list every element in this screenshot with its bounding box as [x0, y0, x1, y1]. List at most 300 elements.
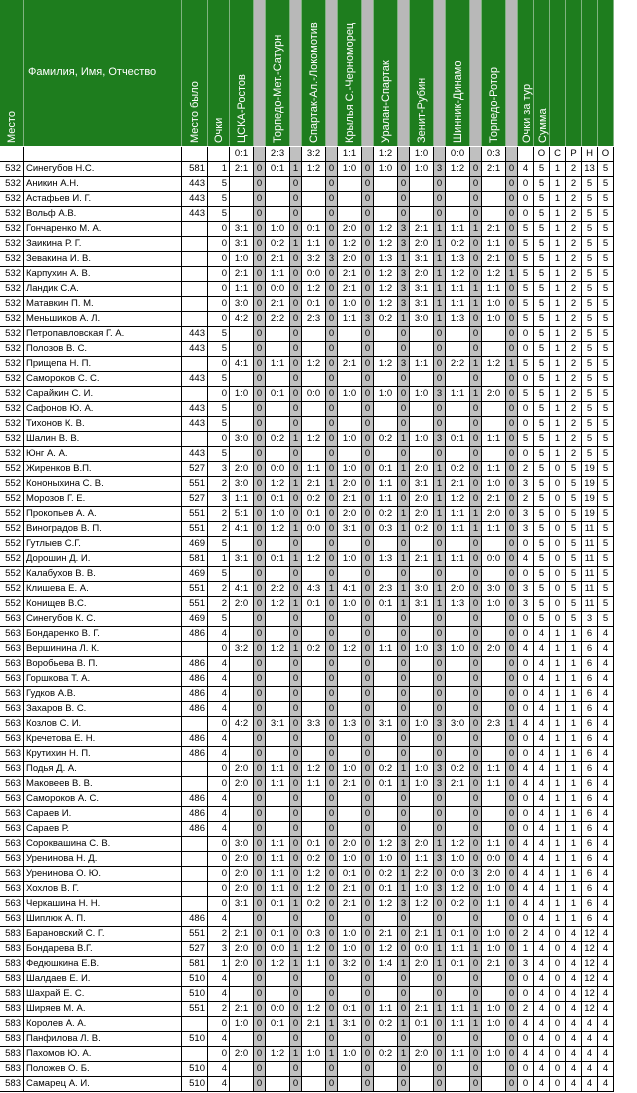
prediction-cell — [374, 747, 398, 762]
summary-cell: 5 — [582, 207, 598, 222]
prediction-cell: 1:2 — [266, 642, 290, 657]
prediction-cell — [374, 687, 398, 702]
summary-cell: 1 — [550, 402, 566, 417]
prediction-cell: 1:1 — [446, 942, 470, 957]
summary-cell: 4 — [598, 792, 614, 807]
summary-cell: 1 — [550, 672, 566, 687]
prediction-points-cell: 0 — [362, 237, 374, 252]
prediction-cell — [302, 1062, 326, 1077]
prediction-cell: 4:2 — [230, 312, 254, 327]
tour-points-cell: 5 — [518, 297, 534, 312]
prediction-cell — [410, 807, 434, 822]
prediction-cell — [302, 822, 326, 837]
place-cell: 532 — [0, 267, 24, 282]
name-cell: Ширяев М. А. — [24, 1002, 182, 1017]
prediction-cell: 2:1 — [338, 882, 362, 897]
summary-cell: 1 — [566, 867, 582, 882]
prediction-points-cell: 0 — [326, 852, 338, 867]
summary-cell: 5 — [534, 402, 550, 417]
tour-points-cell: 0 — [518, 822, 534, 837]
prediction-cell — [302, 447, 326, 462]
tour-points-cell: 5 — [518, 312, 534, 327]
prediction-cell — [338, 627, 362, 642]
prev-place-cell: 581 — [182, 957, 208, 972]
prediction-points-cell: 0 — [362, 357, 374, 372]
prediction-cell — [302, 732, 326, 747]
prediction-cell: 1:0 — [338, 852, 362, 867]
prediction-points-cell: 0 — [506, 672, 518, 687]
prediction-points-cell: 0 — [326, 1032, 338, 1047]
summary-cell: 5 — [534, 267, 550, 282]
prediction-points-cell: 0 — [326, 927, 338, 942]
prediction-cell — [482, 672, 506, 687]
prediction-points-cell: 0 — [326, 972, 338, 987]
prediction-points-cell: 0 — [290, 777, 302, 792]
prediction-points-cell: 0 — [506, 282, 518, 297]
place-cell: 563 — [0, 702, 24, 717]
place-cell: 563 — [0, 612, 24, 627]
summary-cell: 0 — [550, 1002, 566, 1017]
summary-cell: 0 — [550, 567, 566, 582]
summary-cell: 0 — [550, 597, 566, 612]
prediction-cell: 1:2 — [338, 642, 362, 657]
prediction-points-cell: 0 — [506, 597, 518, 612]
prev-place-cell: 510 — [182, 1077, 208, 1092]
prediction-points-cell: 0 — [398, 402, 410, 417]
prediction-points-cell: 0 — [506, 657, 518, 672]
prediction-points-cell: 0 — [326, 597, 338, 612]
prediction-points-cell: 0 — [254, 822, 266, 837]
summary-cell: 1 — [550, 417, 566, 432]
prediction-cell: 0:1 — [302, 297, 326, 312]
prediction-cell: 0:2 — [374, 1017, 398, 1032]
prediction-points-cell: 1 — [398, 1047, 410, 1062]
prediction-cell — [338, 402, 362, 417]
prediction-cell — [266, 372, 290, 387]
prediction-points-cell: 0 — [254, 162, 266, 177]
summary-cell: 4 — [598, 867, 614, 882]
prediction-points-cell: 0 — [254, 1032, 266, 1047]
summary-cell: 1 — [550, 357, 566, 372]
points-cell: 4 — [208, 972, 230, 987]
prediction-cell — [482, 792, 506, 807]
prev-place-cell — [182, 897, 208, 912]
summary-cell: 0 — [550, 972, 566, 987]
prediction-points-cell: 0 — [398, 492, 410, 507]
summary-cell: 1 — [550, 267, 566, 282]
name-cell: Захаров В. С. — [24, 702, 182, 717]
prediction-cell: 3:1 — [230, 237, 254, 252]
prediction-cell: 1:2 — [266, 957, 290, 972]
prediction-points-cell: 0 — [254, 687, 266, 702]
prev-place-cell — [182, 762, 208, 777]
summary-cell: 6 — [582, 717, 598, 732]
name-cell: Бондаренко В. Г. — [24, 627, 182, 642]
summary-cell: 1 — [550, 372, 566, 387]
points-cell: 3 — [208, 492, 230, 507]
prediction-points-cell: 0 — [506, 897, 518, 912]
summary-cell: 4 — [598, 1032, 614, 1047]
prediction-cell: 2:0 — [338, 837, 362, 852]
summary-cell: 5 — [598, 387, 614, 402]
prediction-points-cell: 0 — [506, 432, 518, 447]
prediction-cell: 1:1 — [302, 237, 326, 252]
summary-cell: 6 — [582, 852, 598, 867]
prediction-points-cell: 0 — [326, 702, 338, 717]
prediction-cell: 4:3 — [302, 582, 326, 597]
prediction-cell: 1:0 — [482, 1047, 506, 1062]
name-cell: Виноградов В. П. — [24, 522, 182, 537]
prediction-cell — [446, 1077, 470, 1092]
table-row — [0, 447, 637, 462]
prediction-cell: 0:1 — [410, 1017, 434, 1032]
prediction-points-cell: 0 — [254, 642, 266, 657]
tour-points-cell: 5 — [518, 222, 534, 237]
table-row — [0, 1077, 637, 1092]
points-cell: 4 — [208, 987, 230, 1002]
prediction-cell — [338, 792, 362, 807]
prediction-points-cell: 0 — [362, 1002, 374, 1017]
prediction-cell — [302, 192, 326, 207]
prediction-cell: 1:3 — [446, 597, 470, 612]
place-cell: 532 — [0, 282, 24, 297]
summary-cell: 5 — [598, 477, 614, 492]
prediction-points-cell: 1 — [434, 942, 446, 957]
name-cell: Прокопьев А. А. — [24, 507, 182, 522]
prediction-cell — [230, 1077, 254, 1092]
prediction-cell — [302, 627, 326, 642]
prediction-cell — [230, 207, 254, 222]
points-cell: 0 — [208, 432, 230, 447]
prediction-cell — [374, 672, 398, 687]
prediction-points-cell: 0 — [506, 1032, 518, 1047]
prediction-cell: 2:0 — [410, 507, 434, 522]
prediction-points-cell: 0 — [506, 687, 518, 702]
prediction-points-cell: 0 — [290, 612, 302, 627]
prediction-points-cell: 0 — [470, 837, 482, 852]
prediction-cell — [266, 627, 290, 642]
prediction-cell — [266, 912, 290, 927]
prediction-cell: 1:1 — [230, 492, 254, 507]
tour-points-cell: 0 — [518, 372, 534, 387]
prediction-cell — [482, 627, 506, 642]
prediction-cell — [266, 417, 290, 432]
points-cell: 0 — [208, 1017, 230, 1032]
name-cell: Астафьев И. Г. — [24, 192, 182, 207]
prediction-cell: 1:2 — [302, 867, 326, 882]
place-cell: 563 — [0, 732, 24, 747]
summary-cell: 5 — [566, 477, 582, 492]
table-row — [0, 192, 637, 207]
prediction-points-cell: 0 — [398, 327, 410, 342]
prediction-points-cell: 0 — [254, 852, 266, 867]
prev-place-cell: 581 — [182, 552, 208, 567]
points-cell: 5 — [208, 402, 230, 417]
prediction-cell — [266, 657, 290, 672]
summary-cell: 4 — [534, 987, 550, 1002]
prev-place-cell: 443 — [182, 177, 208, 192]
prediction-points-cell: 0 — [362, 912, 374, 927]
prediction-points-cell: 0 — [326, 372, 338, 387]
prediction-points-cell: 0 — [326, 1077, 338, 1092]
prediction-cell: 2:1 — [230, 927, 254, 942]
prev-place-cell: 581 — [182, 162, 208, 177]
prediction-cell: 1:0 — [266, 222, 290, 237]
prediction-cell — [410, 327, 434, 342]
prediction-cell: 1:2 — [302, 882, 326, 897]
summary-cell: 4 — [534, 762, 550, 777]
points-cell: 4 — [208, 1062, 230, 1077]
prediction-points-cell: 0 — [434, 342, 446, 357]
prediction-points-cell: 0 — [362, 792, 374, 807]
prediction-cell: 2:0 — [230, 597, 254, 612]
prev-place-cell: 443 — [182, 327, 208, 342]
prediction-points-cell: 0 — [362, 987, 374, 1002]
points-cell: 0 — [208, 267, 230, 282]
prediction-points-cell: 1 — [470, 942, 482, 957]
name-cell: Сороквашина С. В. — [24, 837, 182, 852]
prediction-cell — [302, 402, 326, 417]
prediction-cell — [374, 192, 398, 207]
prediction-cell: 1:3 — [338, 717, 362, 732]
summary-cell: 4 — [598, 927, 614, 942]
match-result: 2:3 — [266, 147, 290, 162]
prediction-cell: 1:0 — [230, 387, 254, 402]
prev-place-cell: 510 — [182, 987, 208, 1002]
prediction-cell — [410, 687, 434, 702]
prediction-cell: 0:2 — [374, 312, 398, 327]
prediction-cell — [446, 1062, 470, 1077]
table-cell — [24, 147, 182, 162]
points-cell: 0 — [208, 837, 230, 852]
prediction-cell: 1:1 — [482, 462, 506, 477]
prediction-points-cell: 0 — [290, 1032, 302, 1047]
prediction-cell — [374, 912, 398, 927]
summary-cell: 4 — [534, 972, 550, 987]
prediction-points-cell: 0 — [254, 192, 266, 207]
prediction-cell: 0:2 — [266, 237, 290, 252]
prediction-points-cell: 0 — [326, 327, 338, 342]
prediction-points-cell: 0 — [254, 897, 266, 912]
prediction-points-cell: 0 — [470, 792, 482, 807]
place-cell: 583 — [0, 957, 24, 972]
prediction-cell: 2:0 — [410, 492, 434, 507]
prediction-points-cell: 0 — [362, 1062, 374, 1077]
summary-cell: 6 — [582, 792, 598, 807]
prediction-cell — [230, 672, 254, 687]
match-result: 1:0 — [410, 147, 434, 162]
prediction-points-cell: 1 — [326, 1017, 338, 1032]
table-row — [0, 582, 637, 597]
table-row — [0, 867, 637, 882]
header-name: Фамилия, Имя, Отчество — [28, 66, 157, 78]
prediction-cell: 0:2 — [446, 237, 470, 252]
prediction-points-cell: 1 — [398, 957, 410, 972]
prediction-points-cell: 0 — [290, 192, 302, 207]
prediction-cell: 1:1 — [410, 852, 434, 867]
prediction-points-cell: 0 — [326, 822, 338, 837]
prediction-points-cell: 1 — [506, 717, 518, 732]
header-gray-sep-8 — [506, 0, 518, 146]
summary-cell: 19 — [582, 477, 598, 492]
summary-cell: 2 — [566, 447, 582, 462]
prediction-cell: 1:0 — [410, 882, 434, 897]
table-row — [0, 507, 637, 522]
prediction-cell: 1:0 — [338, 762, 362, 777]
table-row — [0, 762, 637, 777]
prediction-cell: 2:0 — [230, 462, 254, 477]
summary-cell: 5 — [534, 162, 550, 177]
prediction-points-cell: 0 — [254, 597, 266, 612]
prediction-points-cell: 0 — [326, 882, 338, 897]
prediction-points-cell: 1 — [290, 477, 302, 492]
summary-cell: 5 — [534, 357, 550, 372]
tour-points-cell: 5 — [518, 252, 534, 267]
prediction-cell — [266, 192, 290, 207]
table-row — [0, 462, 637, 477]
summary-cell: 1 — [550, 702, 566, 717]
summary-cell: 5 — [534, 567, 550, 582]
summary-cell: 5 — [534, 372, 550, 387]
summary-cell: 5 — [566, 567, 582, 582]
summary-cell: 1 — [550, 447, 566, 462]
summary-cell: 5 — [534, 192, 550, 207]
summary-cell: 1 — [566, 852, 582, 867]
prediction-points-cell: 1 — [398, 1017, 410, 1032]
prediction-cell — [482, 972, 506, 987]
summary-cell: 0 — [550, 612, 566, 627]
summary-cell: 2 — [566, 207, 582, 222]
header-cell-match-5: Уралан-Спартак — [374, 0, 398, 146]
prediction-points-cell: 0 — [254, 927, 266, 942]
prediction-points-cell: 0 — [290, 747, 302, 762]
points-cell: 2 — [208, 597, 230, 612]
prediction-points-cell: 0 — [254, 522, 266, 537]
prediction-points-cell: 0 — [398, 807, 410, 822]
prediction-cell: 0:0 — [446, 867, 470, 882]
prediction-points-cell: 0 — [434, 657, 446, 672]
prediction-points-cell: 0 — [254, 507, 266, 522]
prediction-points-cell: 0 — [506, 477, 518, 492]
prediction-cell — [266, 1032, 290, 1047]
summary-cell: 6 — [582, 912, 598, 927]
prediction-cell — [266, 567, 290, 582]
place-cell: 552 — [0, 477, 24, 492]
prediction-cell — [410, 537, 434, 552]
prediction-points-cell: 0 — [254, 537, 266, 552]
prediction-cell — [482, 657, 506, 672]
prediction-cell: 2:1 — [230, 267, 254, 282]
prediction-points-cell: 0 — [470, 912, 482, 927]
prediction-cell: 0:2 — [302, 897, 326, 912]
summary-cell: 4 — [598, 1017, 614, 1032]
summary-header: О — [534, 147, 550, 162]
place-cell: 563 — [0, 642, 24, 657]
summary-cell: 4 — [534, 642, 550, 657]
summary-cell: 5 — [582, 372, 598, 387]
summary-cell: 4 — [598, 822, 614, 837]
prediction-cell: 0:3 — [374, 522, 398, 537]
summary-cell: 2 — [566, 252, 582, 267]
prediction-cell — [338, 417, 362, 432]
prediction-cell: 4:1 — [230, 522, 254, 537]
prev-place-cell — [182, 267, 208, 282]
prediction-points-cell: 0 — [362, 507, 374, 522]
prediction-points-cell: 0 — [254, 252, 266, 267]
prediction-points-cell: 3 — [434, 162, 446, 177]
prediction-points-cell: 1 — [326, 1047, 338, 1062]
prediction-points-cell: 0 — [290, 1002, 302, 1017]
points-cell: 0 — [208, 717, 230, 732]
summary-cell: 1 — [566, 807, 582, 822]
summary-cell: 2 — [566, 417, 582, 432]
summary-cell: 4 — [598, 897, 614, 912]
header-cell-blank — [566, 0, 582, 146]
prediction-points-cell: 0 — [470, 702, 482, 717]
tour-points-cell: 3 — [518, 582, 534, 597]
place-cell: 532 — [0, 252, 24, 267]
table-cell — [506, 147, 518, 162]
prediction-cell: 1:1 — [266, 267, 290, 282]
prev-place-cell: 510 — [182, 1062, 208, 1077]
prediction-points-cell: 0 — [326, 897, 338, 912]
place-cell: 532 — [0, 207, 24, 222]
summary-cell: 4 — [598, 732, 614, 747]
prediction-points-cell: 1 — [398, 252, 410, 267]
prediction-points-cell: 0 — [434, 357, 446, 372]
prediction-points-cell: 0 — [290, 1062, 302, 1077]
summary-cell: 4 — [534, 1002, 550, 1017]
prediction-cell — [482, 702, 506, 717]
prediction-cell: 4:1 — [230, 582, 254, 597]
tour-points-cell: 3 — [518, 522, 534, 537]
prediction-cell: 1:2 — [410, 897, 434, 912]
prediction-points-cell: 0 — [470, 777, 482, 792]
summary-cell: 4 — [566, 942, 582, 957]
prediction-points-cell: 1 — [398, 777, 410, 792]
summary-cell: 4 — [566, 1062, 582, 1077]
summary-cell: 4 — [534, 912, 550, 927]
points-cell: 5 — [208, 342, 230, 357]
tour-points-cell: 0 — [518, 1062, 534, 1077]
prediction-points-cell: 3 — [398, 237, 410, 252]
prediction-cell — [266, 537, 290, 552]
prediction-cell: 0:0 — [482, 852, 506, 867]
summary-cell: 12 — [582, 987, 598, 1002]
prediction-cell — [338, 1032, 362, 1047]
prediction-cell: 2:2 — [266, 582, 290, 597]
name-cell: Жиренков В.П. — [24, 462, 182, 477]
prediction-points-cell: 0 — [506, 237, 518, 252]
prediction-cell — [410, 972, 434, 987]
prediction-cell — [374, 567, 398, 582]
prediction-points-cell: 0 — [398, 1032, 410, 1047]
summary-cell: 2 — [566, 282, 582, 297]
prediction-cell — [266, 207, 290, 222]
name-cell: Карпухин А. В. — [24, 267, 182, 282]
tour-points-cell: 0 — [518, 402, 534, 417]
prediction-cell: 0:1 — [446, 927, 470, 942]
prediction-points-cell: 0 — [506, 402, 518, 417]
summary-cell: 5 — [534, 522, 550, 537]
prediction-points-cell: 0 — [470, 462, 482, 477]
header-cell-header-points — [208, 0, 230, 146]
prediction-points-cell: 0 — [398, 747, 410, 762]
prev-place-cell: 469 — [182, 567, 208, 582]
summary-cell: 1 — [550, 222, 566, 237]
prediction-points-cell: 0 — [254, 612, 266, 627]
name-cell: Шалин В. В. — [24, 432, 182, 447]
